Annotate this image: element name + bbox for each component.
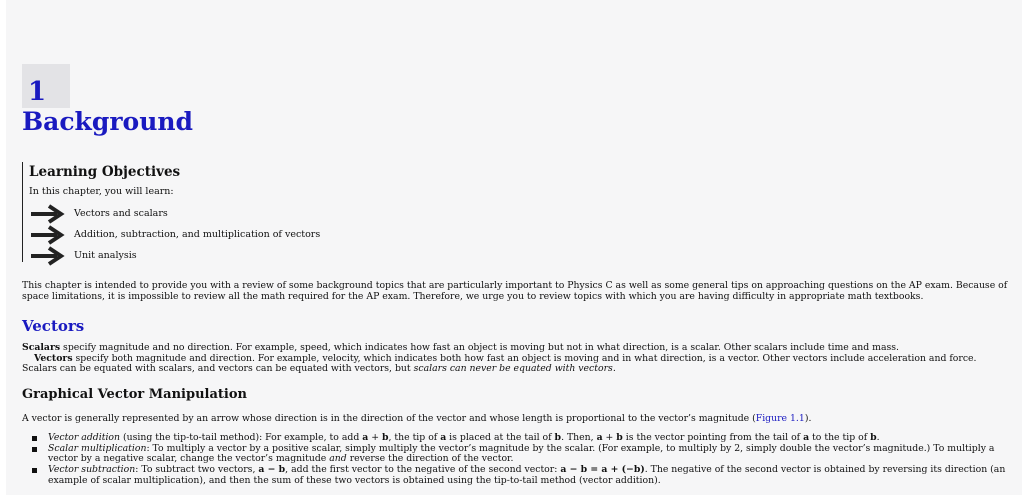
vector-b: b [554,431,562,443]
text: + [602,431,617,443]
arrow-right-icon [29,204,67,224]
vector-a: a [440,431,447,443]
vector-b: b [870,431,877,443]
objective-item [29,245,1008,266]
text: is placed at the tail of [446,431,555,443]
term: Vector addition [48,431,121,443]
expression: a − b [258,464,286,476]
objectives-intro: In this chapter, you will learn: [29,186,174,197]
vectors-paragraph [22,354,1008,375]
vector-b: b [616,431,623,443]
figure-link[interactable]: Figure 1.1 [755,412,805,424]
scalars-text: specify magnitude and no direction. For example, speed, which indicates how fast an object is moving but not in what direction, is a scalar. Other scalars include time and mass. [60,342,900,353]
emphasis: and [329,453,347,465]
objective-item [29,203,1008,224]
section-heading-vectors: Vectors [22,317,85,335]
expression: a − b = a + (−b) [560,464,645,476]
arrow-right-icon [29,246,67,266]
text: : To subtract two vectors, [135,464,259,476]
vector-a: a [596,431,603,443]
learning-objectives-box [22,162,1008,262]
vector-b: b [381,431,389,443]
scalars-term: Scalars [22,342,61,353]
text: , add the first vector to the negative of the second vector: [285,464,561,476]
objective-text: Vectors and scalars [74,208,168,219]
vectors-emphasis: scalars can never be equated with vectors [413,363,613,374]
vector-a: a [362,431,369,443]
objective-item [29,224,1008,245]
bullet-vector-addition [22,433,1008,443]
vectors-text: specify both magnitude and direction. For example, velocity, which indicates both how fast an object is moving and in what direction, is a vector. Other vectors include acceleration and force. Scalars can be equated with scalars, and vectors can be equated with vectors, but [22,352,977,374]
text: + [368,431,382,443]
bullet-scalar-multiplication [22,444,1008,464]
text: is the vector pointing from the tail of [622,431,804,443]
text: reverse the direction of the vector. [346,453,514,465]
text: . Then, [561,431,597,443]
intro-paragraph: This chapter is intended to provide you with a review of some background topics that are particularly important to Physics C as well as some general tips on approaching questions on the AP exam. Because of space limitations, it is impossible to review all the math required for the AP exam. Therefore, we urge you to review topics with which you are having difficulty in appropriate math textbooks. [22,280,1008,302]
text: (using the tip-to-tail method): For example, to add [120,431,363,443]
text: . [876,431,880,443]
vectors-term: Vectors [34,352,73,364]
objective-text: Unit analysis [74,250,137,261]
section-heading-graphical: Graphical Vector Manipulation [22,386,247,402]
bullet-vector-subtraction [22,465,1008,485]
graphical-text-end: ). [804,412,812,424]
objective-text: Addition, subtraction, and multiplication of vectors [74,229,321,240]
vector-a: a [803,431,810,443]
page [6,0,1022,495]
objectives-title: Learning Objectives [29,164,181,180]
term: Scalar multiplication [48,443,147,454]
text: . The negative of the second vector is obtained by reversing its direction (an example of scalar multiplication), and then the sum of these two vectors is obtained using the tip-to-tail method (vector addition). [48,464,1006,486]
chapter-number: 1 [22,64,70,108]
vectors-end: . [612,363,616,374]
text: : To multiply a vector by a positive scalar, simply multiply the vector’s magnitude by the scalar. (For example, to multiply by 2, simply double the vector’s magnitude.) To multiply a vector by a negative scalar, change the vector’s magnitude [48,443,995,465]
objectives-list [29,203,1008,266]
term: Vector subtraction [48,464,136,476]
vector-operations-list [22,433,1008,486]
arrow-right-icon [29,225,67,245]
text: , the tip of [388,431,441,443]
graphical-paragraph [22,413,1008,424]
content [22,64,1008,487]
text: to the tip of [809,431,871,443]
chapter-title: Background [22,107,194,136]
graphical-text: A vector is generally represented by an arrow whose direction is in the direction of the vector and whose length is proportional to the vector’s magnitude ( [22,412,756,424]
